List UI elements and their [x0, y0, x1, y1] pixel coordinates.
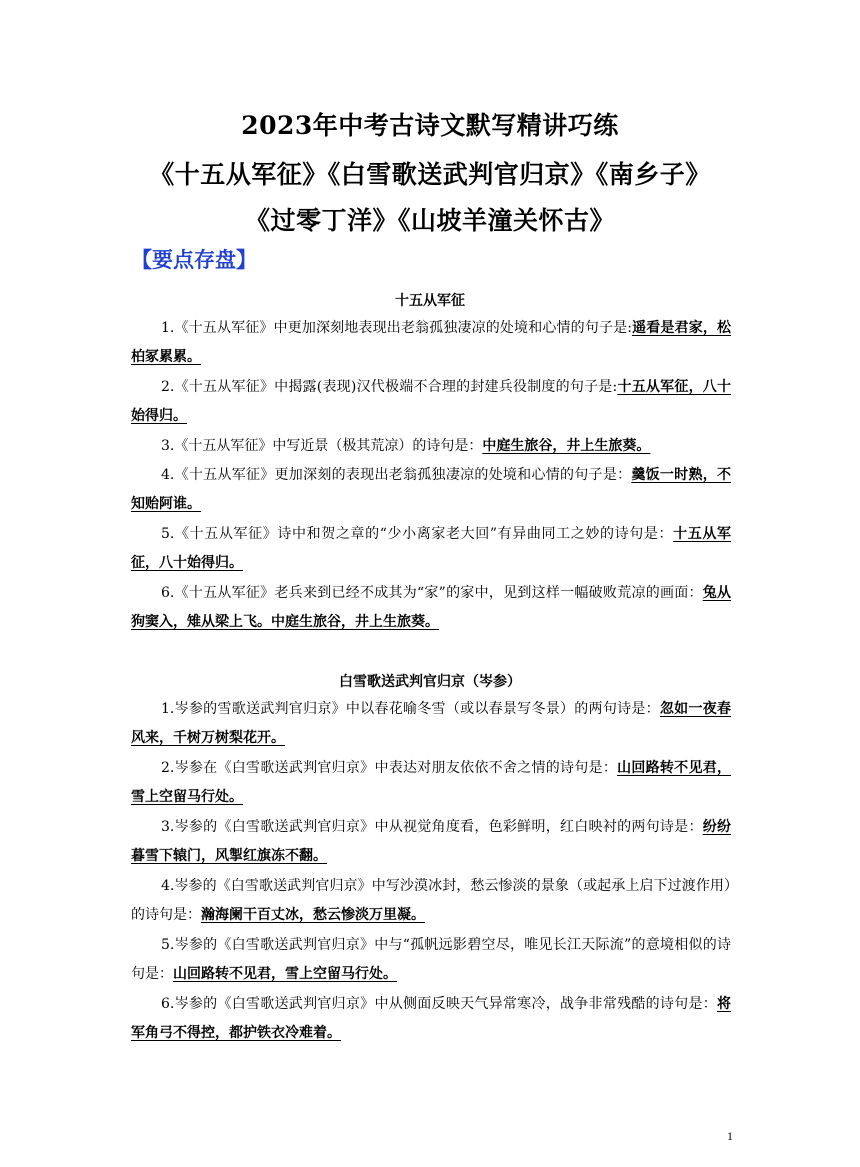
- page-number: 1: [727, 1129, 733, 1143]
- answer-text: 遥看是君家，松柏冢累累。: [131, 320, 732, 365]
- poem1-item: [131, 373, 731, 431]
- answer-text: 十五从军征，八十始得归。: [131, 526, 732, 571]
- answer-text: 十五从军征，八十始得归。: [131, 379, 732, 424]
- answer-text: 瀚海阑干百丈冰，愁云惨淡万里凝。: [201, 907, 425, 923]
- question-text: 4.岑参的《白雪歌送武判官归京》中写沙漠冰封，愁云惨淡的景象（或起承上启下过渡作用）的诗句是：: [131, 878, 731, 923]
- section-badge: 【要点存盘】: [131, 248, 257, 272]
- document-title: 2023年中考古诗文默写精讲巧练: [241, 111, 619, 140]
- document-subtitle-line1: 《十五从军征》《白雪歌送武判官归京》《南乡子》: [149, 160, 711, 189]
- poem2-item: [131, 813, 731, 871]
- question-text: 6.《十五从军征》老兵来到已经不成其为“家”的家中，见到这样一幅破败荒凉的画面：: [161, 585, 703, 601]
- poem1-item: [131, 520, 731, 578]
- question-text: 3.《十五从军征》中写近景（极其荒凉）的诗句是：: [161, 438, 483, 454]
- poem1-item: [131, 314, 731, 372]
- poem1-heading: 十五从军征: [395, 293, 465, 309]
- question-text: 4.《十五从军征》更加深刻的表现出老翁孤独凄凉的处境和心情的句子是：: [161, 467, 632, 483]
- question-text: 5.岑参的《白雪歌送武判官归京》中与“孤帆远影碧空尽，唯见长江天际流”的意境相似的诗句是：: [131, 937, 731, 982]
- answer-text: 中庭生旅谷，井上生旅葵。: [482, 438, 651, 454]
- question-text: 2.《十五从军征》中揭露(表现)汉代极端不合理的封建兵役制度的句子是:: [161, 379, 618, 395]
- answer-text: 羹饭一时熟，不知贻阿谁。: [131, 467, 731, 512]
- question-text: 1.《十五从军征》中更加深刻地表现出老翁孤独凄凉的处境和心情的句子是:: [161, 320, 632, 336]
- question-text: 2.岑参在《白雪歌送武判官归京》中表达对朋友依依不舍之情的诗句是：: [161, 760, 618, 776]
- poem2-item: [131, 872, 731, 930]
- poem2-item: [131, 931, 731, 989]
- poem1-item: [131, 579, 731, 637]
- poem1-item: [131, 432, 731, 461]
- answer-text: 兔从狗窦入，雉从梁上飞。中庭生旅谷，井上生旅葵。: [131, 585, 732, 630]
- poem1-item: [131, 461, 731, 519]
- poem2-heading: 白雪歌送武判官归京（岑参）: [339, 674, 521, 690]
- question-text: 1.岑参的雪歌送武判官归京》中以春花喻冬雪（或以春景写冬景）的两句诗是：: [161, 701, 660, 717]
- answer-text: 忽如一夜春风来，千树万树梨花开。: [131, 701, 731, 746]
- question-text: 5.《十五从军征》诗中和贺之章的“少小离家老大回”有异曲同工之妙的诗句是：: [161, 526, 674, 542]
- document-subtitle-line2: 《过零丁洋》《山坡羊潼关怀古》: [244, 206, 615, 235]
- question-text: 6.岑参的《白雪歌送武判官归京》中从侧面反映天气异常寒冷，战争非常残酷的诗句是：: [161, 996, 717, 1012]
- poem2-item: [131, 754, 731, 812]
- answer-text: 纷纷暮雪下辕门，风掣红旗冻不翻。: [131, 819, 732, 864]
- poem2-item: [131, 990, 731, 1048]
- answer-text: 将军角弓不得控，都护铁衣冷难着。: [131, 996, 731, 1041]
- poem2-item: [131, 695, 731, 753]
- answer-text: 山回路转不见君，雪上空留马行处。: [131, 760, 732, 805]
- question-text: 3.岑参的《白雪歌送武判官归京》中从视觉角度看，色彩鲜明，红白映衬的两句诗是：: [161, 819, 703, 835]
- answer-text: 山回路转不见君，雪上空留马行处。: [173, 966, 397, 982]
